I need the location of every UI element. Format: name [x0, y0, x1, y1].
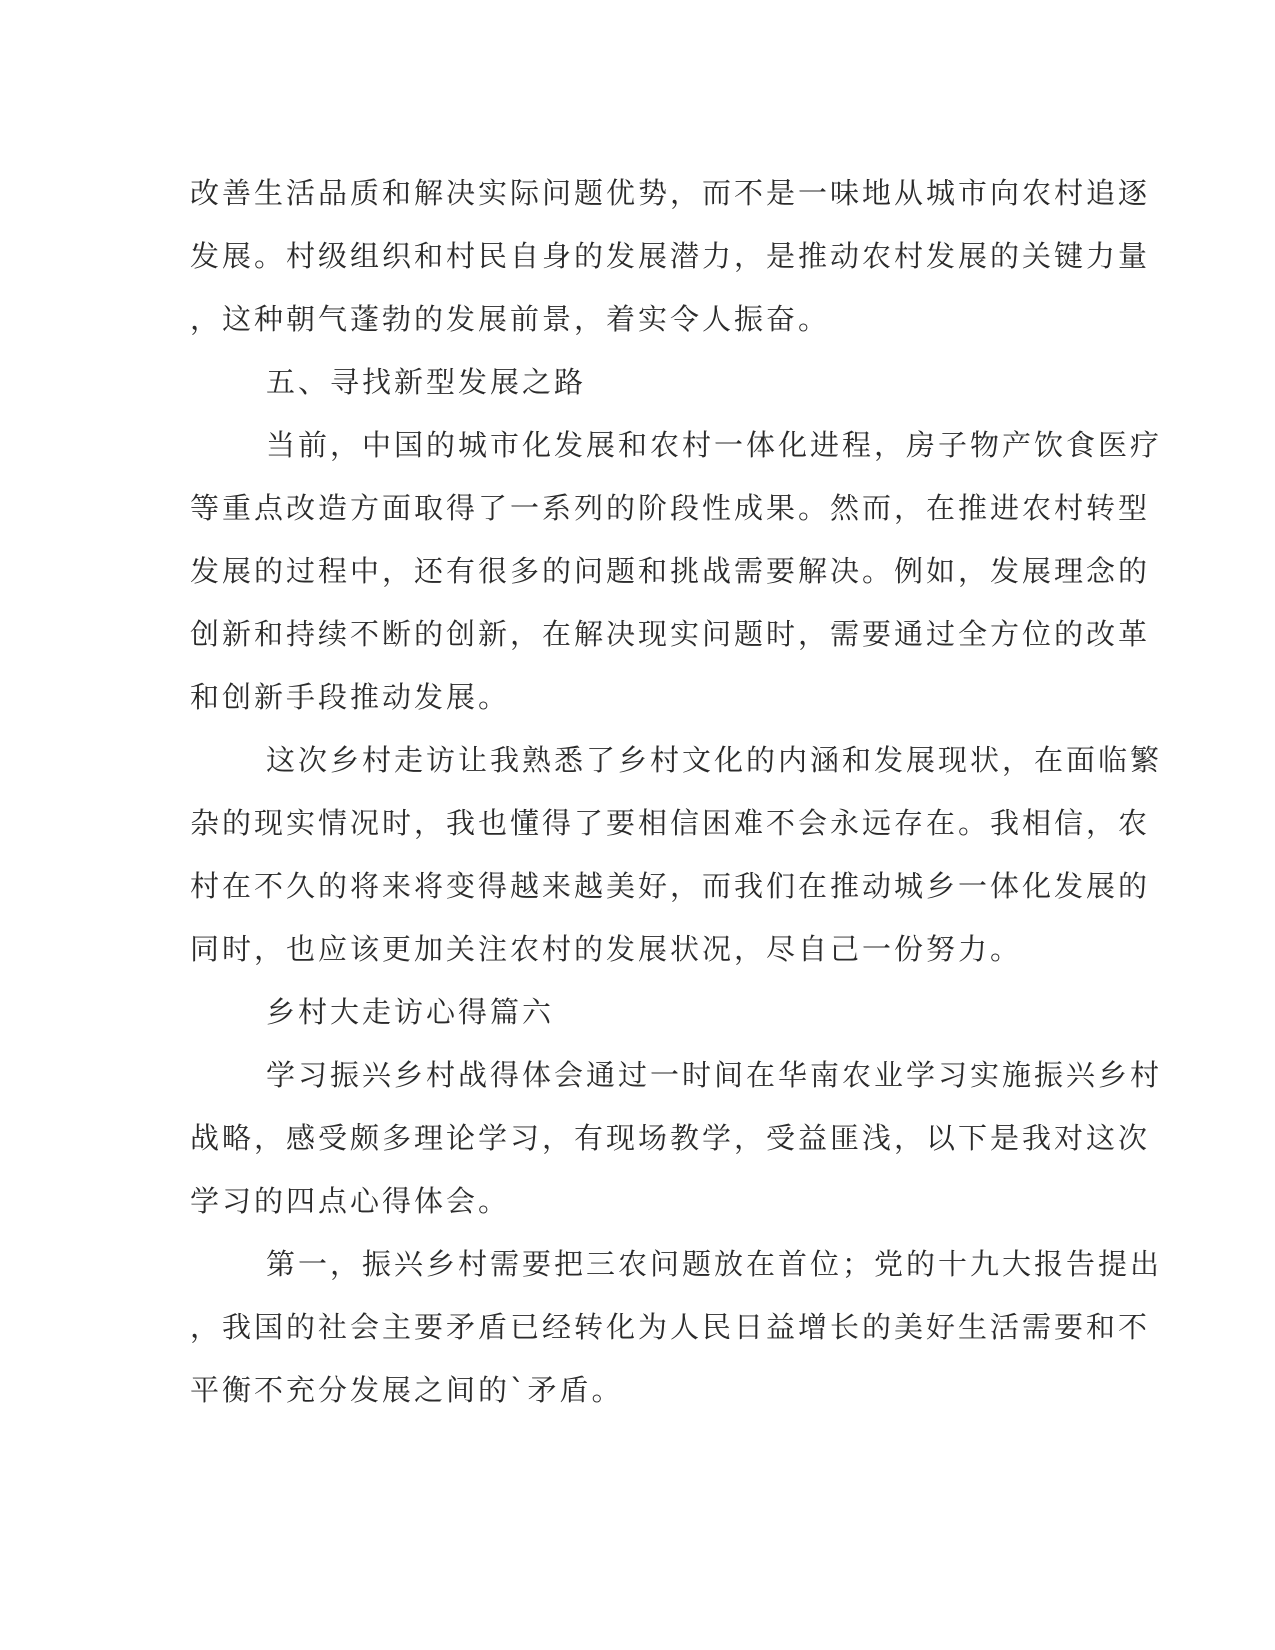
text-line: 等重点改造方面取得了一系列的阶段性成果。然而，在推进农村转型 — [190, 491, 1151, 525]
text-line: 和创新手段推动发展。 — [190, 680, 511, 714]
text-line: 学习的四点心得体会。 — [190, 1184, 511, 1218]
text-line: 发展的过程中，还有很多的问题和挑战需要解决。例如，发展理念的 — [190, 554, 1151, 588]
text-line: 同时，也应该更加关注农村的发展状况，尽自己一份努力。 — [190, 932, 1023, 966]
text-line: 乡村大走访心得篇六 — [266, 995, 555, 1029]
text-line: 村在不久的将来将变得越来越美好，而我们在推动城乡一体化发展的 — [190, 869, 1151, 903]
text-line: 第一，振兴乡村需要把三农问题放在首位；党的十九大报告提出 — [266, 1247, 1163, 1281]
text-line: 改善生活品质和解决实际问题优势，而不是一味地从城市向农村追逐 — [190, 176, 1151, 210]
text-line: 当前，中国的城市化发展和农村一体化进程，房子物产饮食医疗 — [266, 428, 1163, 462]
text-line: ，这种朝气蓬勃的发展前景，着实令人振奋。 — [190, 302, 831, 336]
document-body — [190, 162, 1163, 1422]
text-line: ，我国的社会主要矛盾已经转化为人民日益增长的美好生活需要和不 — [190, 1310, 1151, 1344]
text-line: 平衡不充分发展之间的`矛盾。 — [190, 1373, 624, 1407]
text-line: 五、寻找新型发展之路 — [266, 365, 587, 399]
text-line: 学习振兴乡村战得体会通过一时间在华南农业学习实施振兴乡村 — [266, 1058, 1163, 1092]
text-line: 创新和持续不断的创新，在解决现实问题时，需要通过全方位的改革 — [190, 617, 1151, 651]
text-line: 发展。村级组织和村民自身的发展潜力，是推动农村发展的关键力量 — [190, 239, 1151, 273]
text-line: 这次乡村走访让我熟悉了乡村文化的内涵和发展现状，在面临繁 — [266, 743, 1163, 777]
text-line: 杂的现实情况时，我也懂得了要相信困难不会永远存在。我相信，农 — [190, 806, 1151, 840]
text-line: 战略，感受颇多理论学习，有现场教学，受益匪浅，以下是我对这次 — [190, 1121, 1151, 1155]
